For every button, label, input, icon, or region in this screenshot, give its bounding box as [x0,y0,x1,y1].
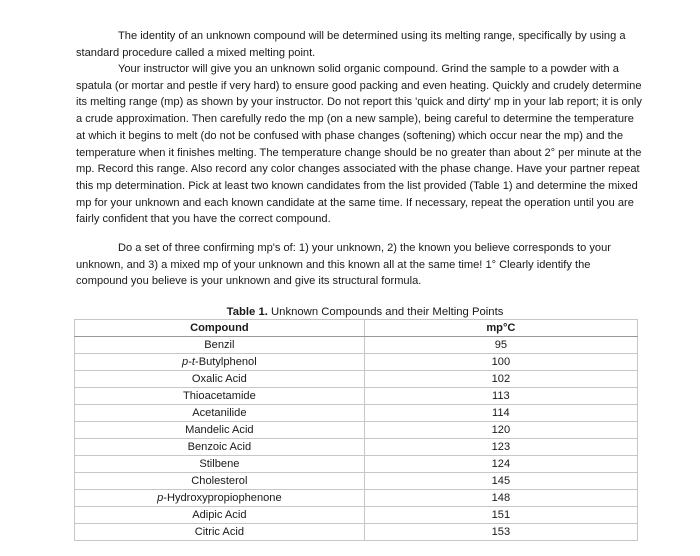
compound-name-cell: Acetanilide [75,405,365,422]
melting-point-cell: 145 [364,473,637,490]
table-row [75,507,638,524]
intro-paragraph [76,28,642,61]
melting-points-table [74,319,638,541]
table-row [75,405,638,422]
compound-name-cell: Oxalic Acid [75,371,365,388]
table-row [75,524,638,541]
compound-name-cell: p-t-Butylphenol [75,354,365,371]
melting-point-cell: 114 [364,405,637,422]
intro-text: The identity of an unknown compound will be determined using its melting range, specifically by using a standard procedure called a mixed melting point. [76,30,626,59]
column-header-compound: Compound [75,320,365,337]
table-caption-label: Table 1. [226,306,268,318]
compound-name-cell: p-Hydroxypropiophenone [75,490,365,507]
table-caption-text: Unknown Compounds and their Melting Points [271,306,504,318]
procedure-text: Your instructor will give you an unknown solid organic compound. Grind the sample to a powder with a spatula (or mortar and pestle if very hard) to ensure good packing and even heating. Quickly and crudely determine its melting range (mp) as shown by your instructor. Do not report this 'quick and dirty' mp in your lab report; it is only a crude approximation. Then carefully redo the mp (on a new sample), being careful to determine the temperature at which it begins to melt (do not be confused with phase changes (softening) which occur near the mp) and the temperature when it finishes melting. The temperature change should be no greater than about 2° per minute at the mp. Record this range. Also record any color changes associated with the phase change. Have your partner repeat this mp determination. Pick at least two known candidates from the list provided (Table 1) and determine the mixed mp for your unknown and each known candidate at the same time. If necessary, repeat the operation until you are fairly confident that you have the correct compound. [76,63,642,226]
compound-name-cell: Benzil [75,337,365,354]
compound-name-cell: Citric Acid [75,524,365,541]
table-row [75,388,638,405]
table-row [75,337,638,354]
compound-name-cell: Stilbene [75,456,365,473]
compound-name-cell: Benzoic Acid [75,439,365,456]
confirmation-paragraph [76,240,642,290]
table-row [75,473,638,490]
table-row [75,490,638,507]
melting-point-cell: 113 [364,388,637,405]
melting-point-cell: 102 [364,371,637,388]
table-row [75,422,638,439]
melting-point-cell: 148 [364,490,637,507]
table-row [75,354,638,371]
compound-name-cell: Adipic Acid [75,507,365,524]
melting-point-cell: 124 [364,456,637,473]
melting-point-cell: 123 [364,439,637,456]
melting-point-cell: 151 [364,507,637,524]
table-header-row [75,320,638,337]
melting-point-cell: 95 [364,337,637,354]
procedure-paragraph [76,61,642,228]
melting-point-cell: 100 [364,354,637,371]
compound-name-cell: Mandelic Acid [75,422,365,439]
melting-point-cell: 120 [364,422,637,439]
compound-name-cell: Cholesterol [75,473,365,490]
table-row [75,371,638,388]
column-header-mp: mp°C [364,320,637,337]
table-row [75,439,638,456]
confirmation-text: Do a set of three confirming mp's of: 1) your unknown, 2) the known you believe corresponds to your unknown, and 3) a mixed mp of your unknown and this known all at the same time! 1° Clearly identify the compound you believe is your unknown and give its structural formula. [76,242,611,288]
table-row [75,456,638,473]
melting-point-cell: 153 [364,524,637,541]
table-caption [200,305,530,319]
compound-name-cell: Thioacetamide [75,388,365,405]
